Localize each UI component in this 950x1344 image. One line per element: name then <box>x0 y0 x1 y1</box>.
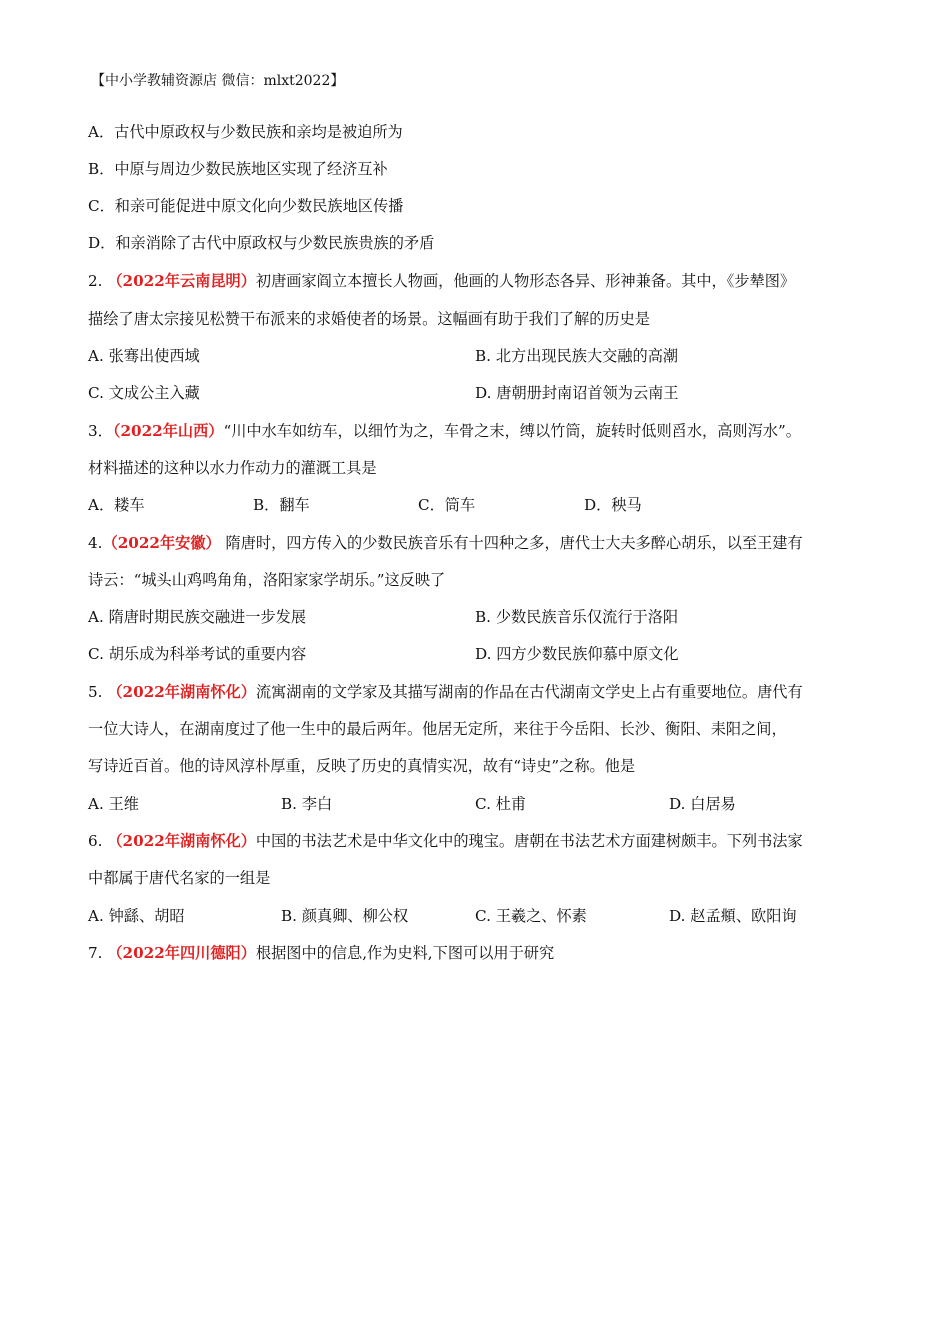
q2-stem-line-1 <box>88 270 795 292</box>
q5-option-c: C. 杜甫 <box>475 795 527 813</box>
q1-option-d: D．和亲消除了古代中原政权与少数民族贵族的矛盾 <box>88 234 435 252</box>
q7-source: （2022年四川德阳） <box>107 944 256 962</box>
q3-option-a: A．耧车 <box>88 496 145 514</box>
q5-option-a: A. 王维 <box>88 795 139 813</box>
q6-option-d: D. 赵孟頫、欧阳询 <box>669 907 797 925</box>
q3-text-1: “川中水车如纺车，以细竹为之，车骨之末，缚以竹筒，旋转时低则舀水，高则泻水”。 <box>223 422 801 440</box>
q4-source: （2022年安徽） <box>102 534 221 552</box>
q5-number: 5. <box>88 683 108 701</box>
q3-option-d: D．秧马 <box>584 496 642 514</box>
q5-stem-line-3: 写诗近百首。他的诗风淳朴厚重，反映了历史的真情实况，故有“诗史”之称。他是 <box>88 757 636 775</box>
q4-text-1: 隋唐时，四方传入的少数民族音乐有十四种之多，唐代士大夫多醉心胡乐，以至王建有 <box>220 534 803 552</box>
q5-option-b: B. 李白 <box>281 795 333 813</box>
q1-option-c: C．和亲可能促进中原文化向少数民族地区传播 <box>88 197 404 215</box>
q6-option-c: C. 王羲之、怀素 <box>475 907 587 925</box>
q3-stem-line-2: 材料描述的这种以水力作动力的灌溉工具是 <box>88 459 377 477</box>
q4-stem-line-1 <box>88 532 803 554</box>
q6-text-1: 中国的书法艺术是中华文化中的瑰宝。唐朝在书法艺术方面建树颇丰。下列书法家 <box>255 832 803 850</box>
q1-option-a: A．古代中原政权与少数民族和亲均是被迫所为 <box>88 123 403 141</box>
q7-number: 7. <box>88 944 108 962</box>
q4-option-c: C. 胡乐成为科举考试的重要内容 <box>88 645 307 663</box>
q7-text-1: 根据图中的信息,作为史料,下图可以用于研究 <box>255 944 555 962</box>
q4-option-b: B. 少数民族音乐仅流行于洛阳 <box>475 608 679 626</box>
q2-text-1: 初唐画家阎立本擅长人物画，他画的人物形态各异、形神兼备。其中，《步辇图》 <box>255 272 796 290</box>
page-header: 【中小学教辅资源店 微信：mlxt2022】 <box>91 73 345 89</box>
q4-option-a: A. 隋唐时期民族交融进一步发展 <box>88 608 307 626</box>
q3-option-c: C．筒车 <box>418 496 476 514</box>
q6-option-b: B. 颜真卿、柳公权 <box>281 907 409 925</box>
q3-stem-line-1 <box>88 420 801 442</box>
q5-stem-line-1 <box>88 681 803 703</box>
q5-text-1: 流寓湖南的文学家及其描写湖南的作品在古代湖南文学史上占有重要地位。唐代有 <box>255 683 803 701</box>
q2-option-d: D. 唐朝册封南诏首领为云南王 <box>475 384 679 402</box>
q5-stem-line-2: 一位大诗人，在湖南度过了他一生中的最后两年。他居无定所，来往于今岳阳、长沙、衡阳、耒阳之间， <box>88 720 787 738</box>
q4-stem-line-2: 诗云：“城头山鸡鸣角角，洛阳家家学胡乐。”这反映了 <box>88 571 446 589</box>
q2-stem-line-2: 描绘了唐太宗接见松赞干布派来的求婚使者的场景。这幅画有助于我们了解的历史是 <box>88 310 650 328</box>
q5-source: （2022年湖南怀化） <box>107 683 256 701</box>
q7-stem-line-1 <box>88 942 554 964</box>
q2-number: 2. <box>88 272 108 290</box>
q4-option-d: D. 四方少数民族仰慕中原文化 <box>475 645 679 663</box>
q6-stem-line-2: 中都属于唐代名家的一组是 <box>88 869 271 887</box>
q2-option-c: C. 文成公主入藏 <box>88 384 200 402</box>
q2-option-a: A. 张骞出使西域 <box>88 347 200 365</box>
q4-number: 4. <box>88 534 103 552</box>
q6-number: 6. <box>88 832 108 850</box>
q3-source: （2022年山西） <box>112 422 224 440</box>
q3-option-b: B．翻车 <box>253 496 310 514</box>
q3-number: 3． <box>88 422 113 440</box>
q5-option-d: D. 白居易 <box>669 795 736 813</box>
q1-option-b: B．中原与周边少数民族地区实现了经济互补 <box>88 160 388 178</box>
q2-option-b: B. 北方出现民族大交融的高潮 <box>475 347 679 365</box>
q6-source: （2022年湖南怀化） <box>107 832 256 850</box>
q6-stem-line-1 <box>88 830 803 852</box>
q6-option-a: A. 钟繇、胡昭 <box>88 907 185 925</box>
q2-source: （2022年云南昆明） <box>107 272 256 290</box>
